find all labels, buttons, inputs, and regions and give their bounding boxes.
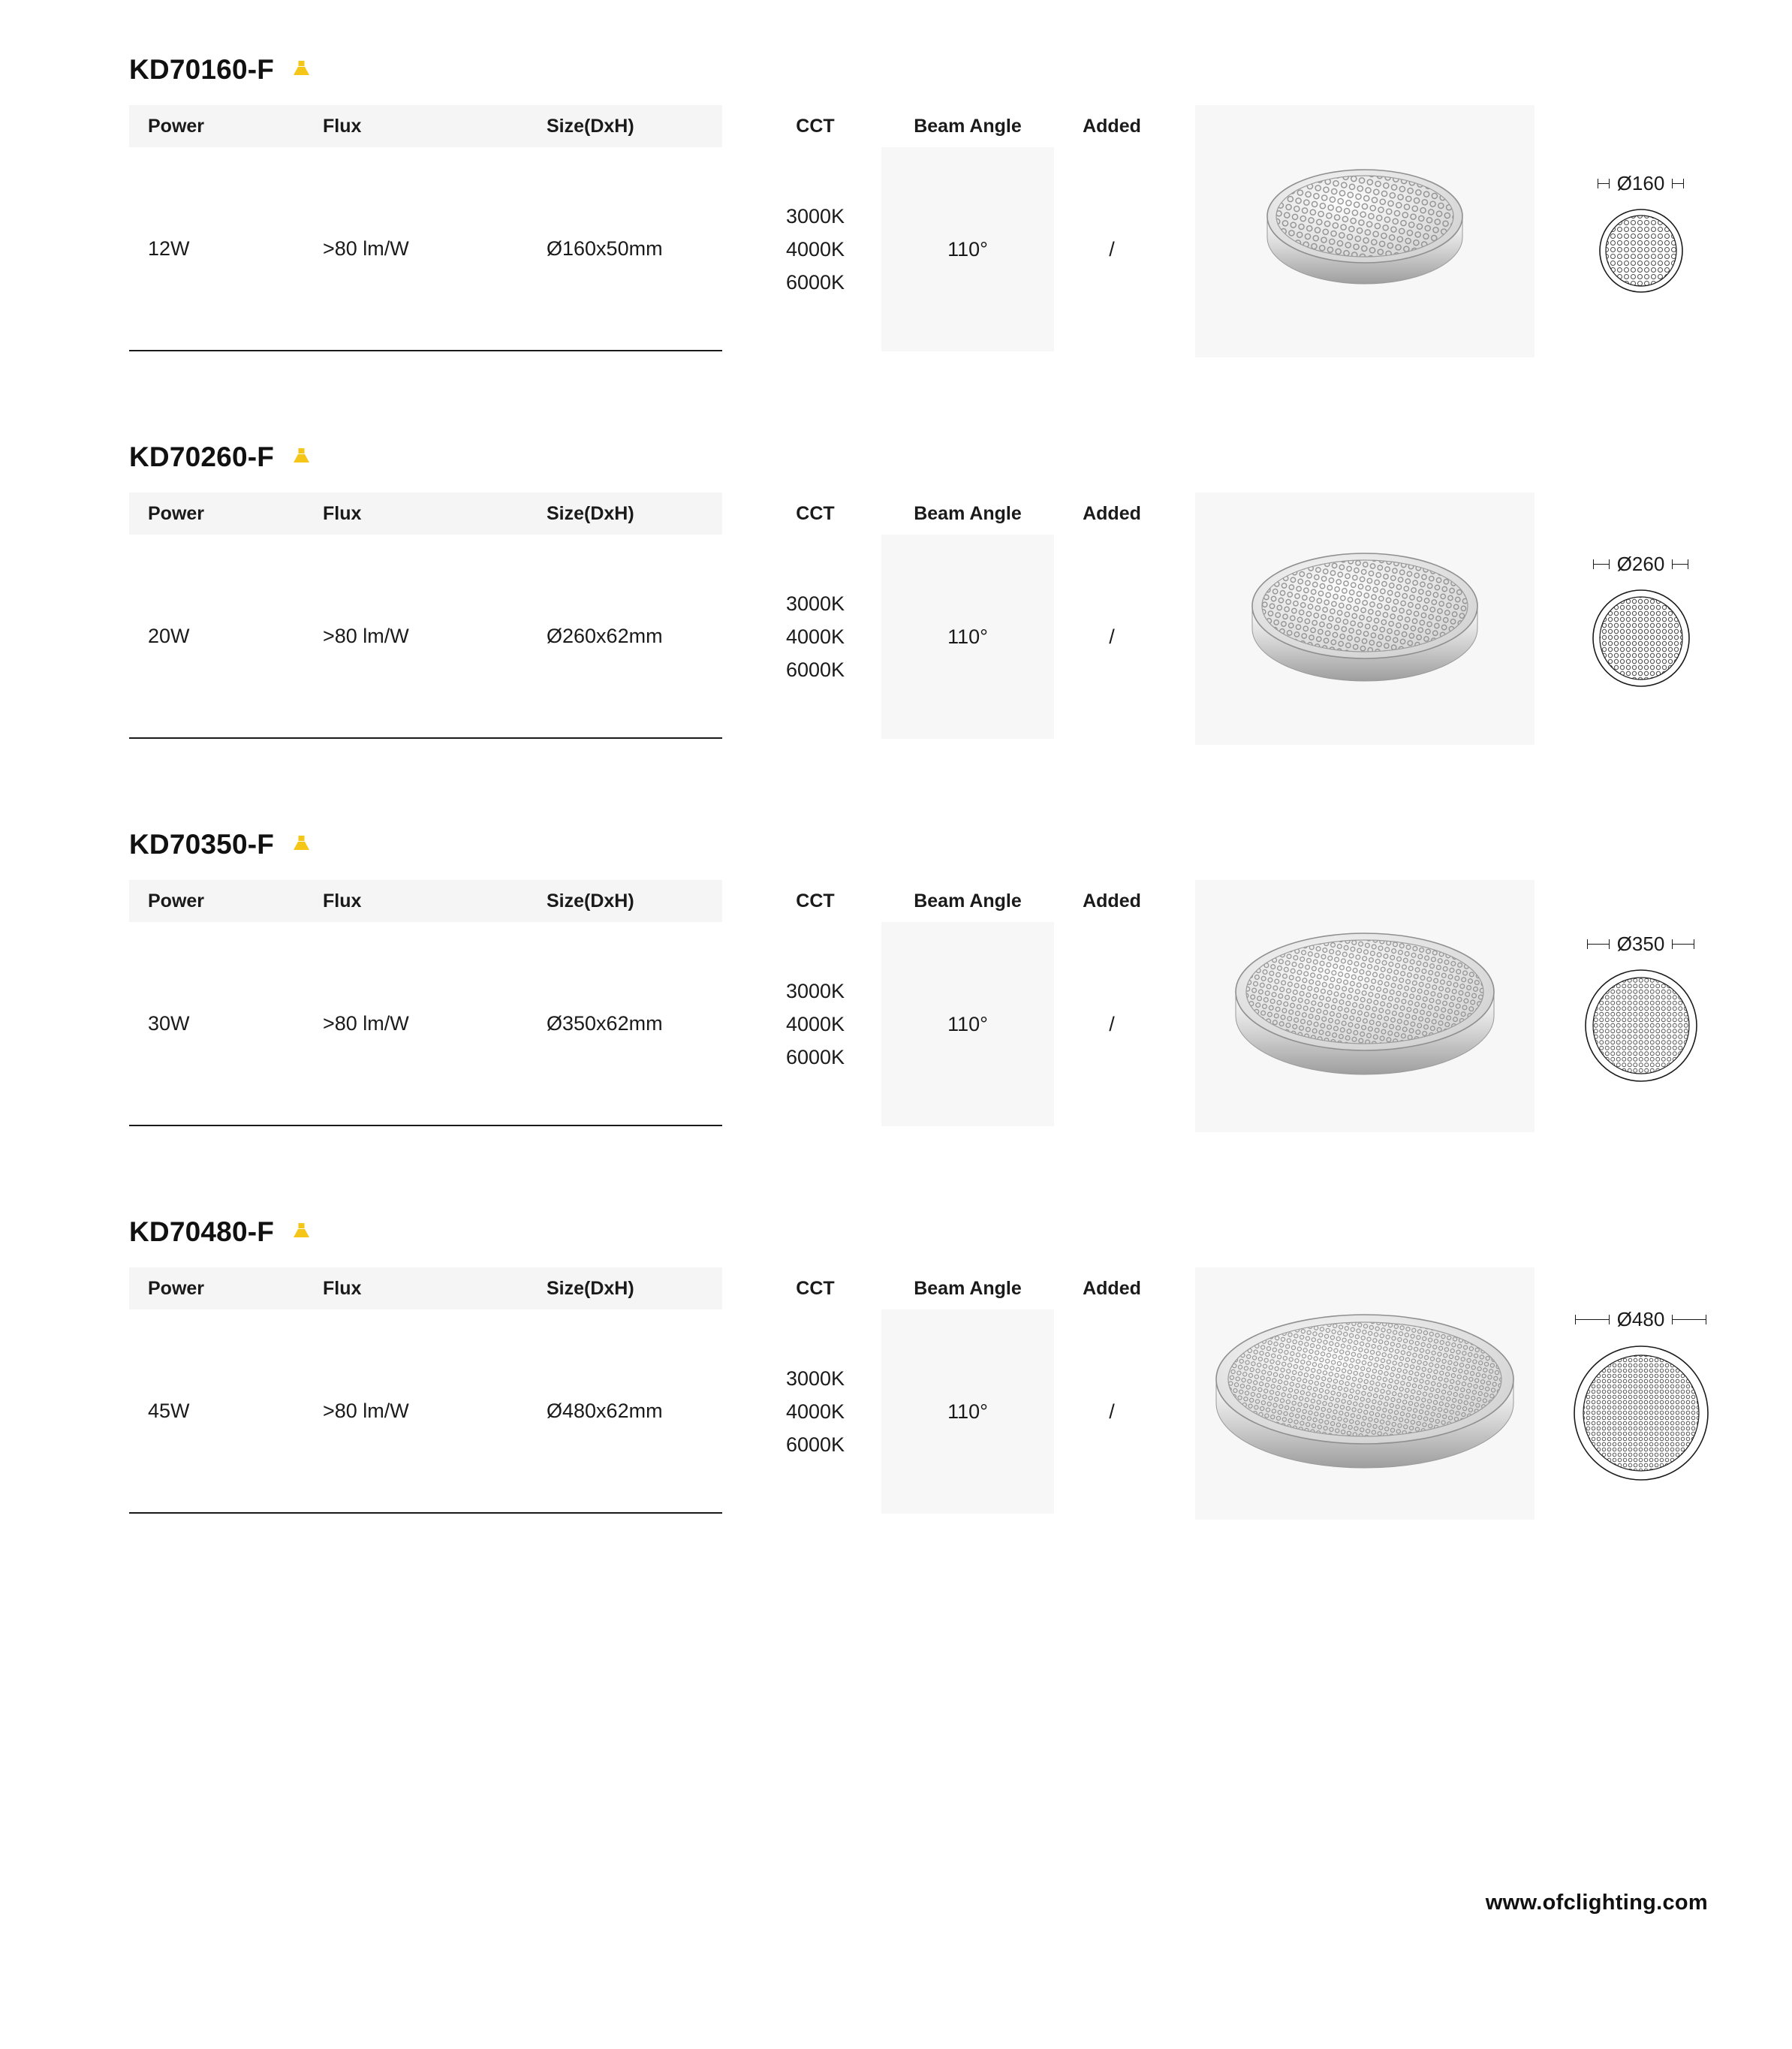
column-header-added: Added — [1083, 890, 1141, 912]
column-header-added: Added — [1083, 1277, 1141, 1299]
dimension-tick-right — [1672, 183, 1684, 184]
specs-table-header — [129, 880, 722, 922]
table-row — [129, 147, 722, 351]
column-header-beam-angle: Beam Angle — [914, 502, 1022, 524]
cct-option: 4000K — [785, 625, 845, 648]
spec-row — [129, 1267, 1747, 1520]
column-header-flux: Flux — [323, 115, 362, 137]
column-header-flux: Flux — [323, 1277, 362, 1299]
cct-option: 6000K — [785, 270, 845, 294]
product-block — [129, 829, 1747, 1132]
dimension-diagram — [1534, 105, 1747, 357]
top-view-circle — [1596, 206, 1686, 296]
options-table-header — [749, 493, 1170, 535]
product-block — [129, 54, 1747, 357]
dimension-diagram — [1534, 880, 1747, 1132]
dimension-tick-right — [1672, 944, 1694, 945]
options-table-body — [749, 922, 1170, 1126]
cct-option: 6000K — [785, 658, 845, 681]
cell-beam-angle: 110° — [881, 922, 1054, 1126]
dimension-tick-left — [1587, 944, 1610, 945]
specs-table — [129, 880, 722, 1126]
luminaire-render — [1222, 897, 1507, 1115]
column-header-size: Size(DxH) — [547, 115, 634, 137]
cell-power: 20W — [148, 624, 190, 647]
options-table-header — [749, 105, 1170, 147]
cct-option: 4000K — [785, 237, 845, 261]
product-title-row — [129, 441, 1747, 473]
specs-table-header — [129, 1267, 722, 1309]
column-header-added: Added — [1083, 502, 1141, 524]
column-header-beam-angle: Beam Angle — [914, 890, 1022, 912]
cell-cct-list — [749, 1309, 881, 1514]
top-view-circle — [1589, 586, 1693, 690]
top-view-circle — [1570, 1342, 1712, 1484]
column-header-size: Size(DxH) — [547, 890, 634, 912]
product-block — [129, 441, 1747, 745]
dimension-diagram — [1534, 1267, 1747, 1520]
spec-row — [129, 880, 1747, 1132]
options-table — [749, 105, 1170, 351]
page-title: KD70260-F — [129, 441, 275, 472]
column-header-cct: CCT — [796, 1277, 835, 1299]
spec-row — [129, 493, 1747, 745]
dimension-tick-right — [1672, 1319, 1706, 1320]
column-header-added: Added — [1083, 115, 1141, 137]
cell-size: Ø480x62mm — [547, 1399, 663, 1422]
dimension-label-row — [1575, 1308, 1707, 1331]
column-header-power: Power — [148, 1277, 205, 1299]
cell-flux: >80 lm/W — [323, 624, 409, 647]
column-header-beam-angle: Beam Angle — [914, 115, 1022, 137]
column-header-power: Power — [148, 890, 205, 912]
specs-table — [129, 1267, 722, 1514]
dimension-tick-left — [1593, 564, 1610, 565]
column-header-power: Power — [148, 115, 205, 137]
product-image — [1195, 1267, 1534, 1520]
column-header-size: Size(DxH) — [547, 1277, 634, 1299]
product-title-row — [129, 54, 1747, 86]
options-table-body — [749, 1309, 1170, 1514]
dimension-tick-left — [1575, 1319, 1610, 1320]
table-row — [129, 1309, 722, 1514]
cct-option: 3000K — [785, 1367, 845, 1390]
cell-added: / — [1109, 1012, 1115, 1035]
table-row — [129, 535, 722, 739]
options-table-body — [749, 147, 1170, 351]
dimension-tick-left — [1598, 183, 1610, 184]
cct-option: 3000K — [785, 204, 845, 227]
downlight-icon — [291, 1221, 313, 1243]
product-block — [129, 1216, 1747, 1520]
cell-beam-angle: 110° — [881, 535, 1054, 739]
cell-size: Ø160x50mm — [547, 237, 663, 260]
footer-website: www.ofclighting.com — [1485, 1891, 1708, 1915]
cell-cct-list — [749, 147, 881, 351]
options-table — [749, 493, 1170, 739]
column-header-cct: CCT — [796, 502, 835, 524]
column-header-flux: Flux — [323, 502, 362, 524]
specs-table-header — [129, 105, 722, 147]
dimension-diagram — [1534, 493, 1747, 745]
dimension-label-row — [1587, 933, 1695, 956]
cell-added: / — [1109, 625, 1115, 648]
dimension-tick-right — [1672, 564, 1688, 565]
spec-row — [129, 105, 1747, 357]
column-header-size: Size(DxH) — [547, 502, 634, 524]
catalog-page — [0, 54, 1792, 2049]
dimension-value: Ø260 — [1616, 552, 1665, 575]
column-header-power: Power — [148, 502, 205, 524]
cell-added: / — [1109, 1400, 1115, 1423]
page-title: KD70160-F — [129, 54, 275, 85]
specs-table — [129, 105, 722, 351]
product-image — [1195, 880, 1534, 1132]
downlight-icon — [291, 446, 313, 469]
dimension-value: Ø480 — [1616, 1307, 1665, 1330]
cell-flux: >80 lm/W — [323, 1399, 409, 1422]
cell-cct-list — [749, 922, 881, 1126]
options-table-header — [749, 1267, 1170, 1309]
options-table-header — [749, 880, 1170, 922]
specs-table — [129, 493, 722, 739]
options-table-body — [749, 535, 1170, 739]
table-row — [129, 922, 722, 1126]
product-title-row — [129, 829, 1747, 860]
page-title: KD70350-F — [129, 829, 275, 860]
luminaire-render — [1207, 1277, 1522, 1510]
dimension-label-row — [1598, 172, 1685, 195]
cct-option: 6000K — [785, 1045, 845, 1068]
product-image — [1195, 493, 1534, 745]
dimension-value: Ø350 — [1616, 932, 1665, 955]
cct-option: 4000K — [785, 1400, 845, 1423]
cell-added: / — [1109, 237, 1115, 261]
dimension-label-row — [1593, 553, 1689, 576]
cell-beam-angle: 110° — [881, 147, 1054, 351]
top-view-circle — [1582, 966, 1700, 1085]
cell-power: 30W — [148, 1011, 190, 1035]
options-table — [749, 880, 1170, 1126]
cct-option: 6000K — [785, 1433, 845, 1456]
cell-cct-list — [749, 535, 881, 739]
product-title-row — [129, 1216, 1747, 1248]
cell-flux: >80 lm/W — [323, 237, 409, 260]
cell-size: Ø350x62mm — [547, 1011, 663, 1035]
downlight-icon — [291, 59, 313, 81]
column-header-beam-angle: Beam Angle — [914, 1277, 1022, 1299]
cell-power: 45W — [148, 1399, 190, 1422]
cct-option: 3000K — [785, 592, 845, 615]
page-title: KD70480-F — [129, 1216, 275, 1247]
column-header-cct: CCT — [796, 890, 835, 912]
cct-option: 4000K — [785, 1012, 845, 1035]
cct-option: 3000K — [785, 979, 845, 1002]
downlight-icon — [291, 833, 313, 856]
luminaire-render — [1233, 517, 1496, 720]
cell-flux: >80 lm/W — [323, 1011, 409, 1035]
luminaire-render — [1241, 134, 1489, 329]
cell-size: Ø260x62mm — [547, 624, 663, 647]
dimension-value: Ø160 — [1616, 171, 1665, 194]
column-header-cct: CCT — [796, 115, 835, 137]
cell-beam-angle: 110° — [881, 1309, 1054, 1514]
cell-power: 12W — [148, 237, 190, 260]
specs-table-header — [129, 493, 722, 535]
product-image — [1195, 105, 1534, 357]
column-header-flux: Flux — [323, 890, 362, 912]
options-table — [749, 1267, 1170, 1514]
